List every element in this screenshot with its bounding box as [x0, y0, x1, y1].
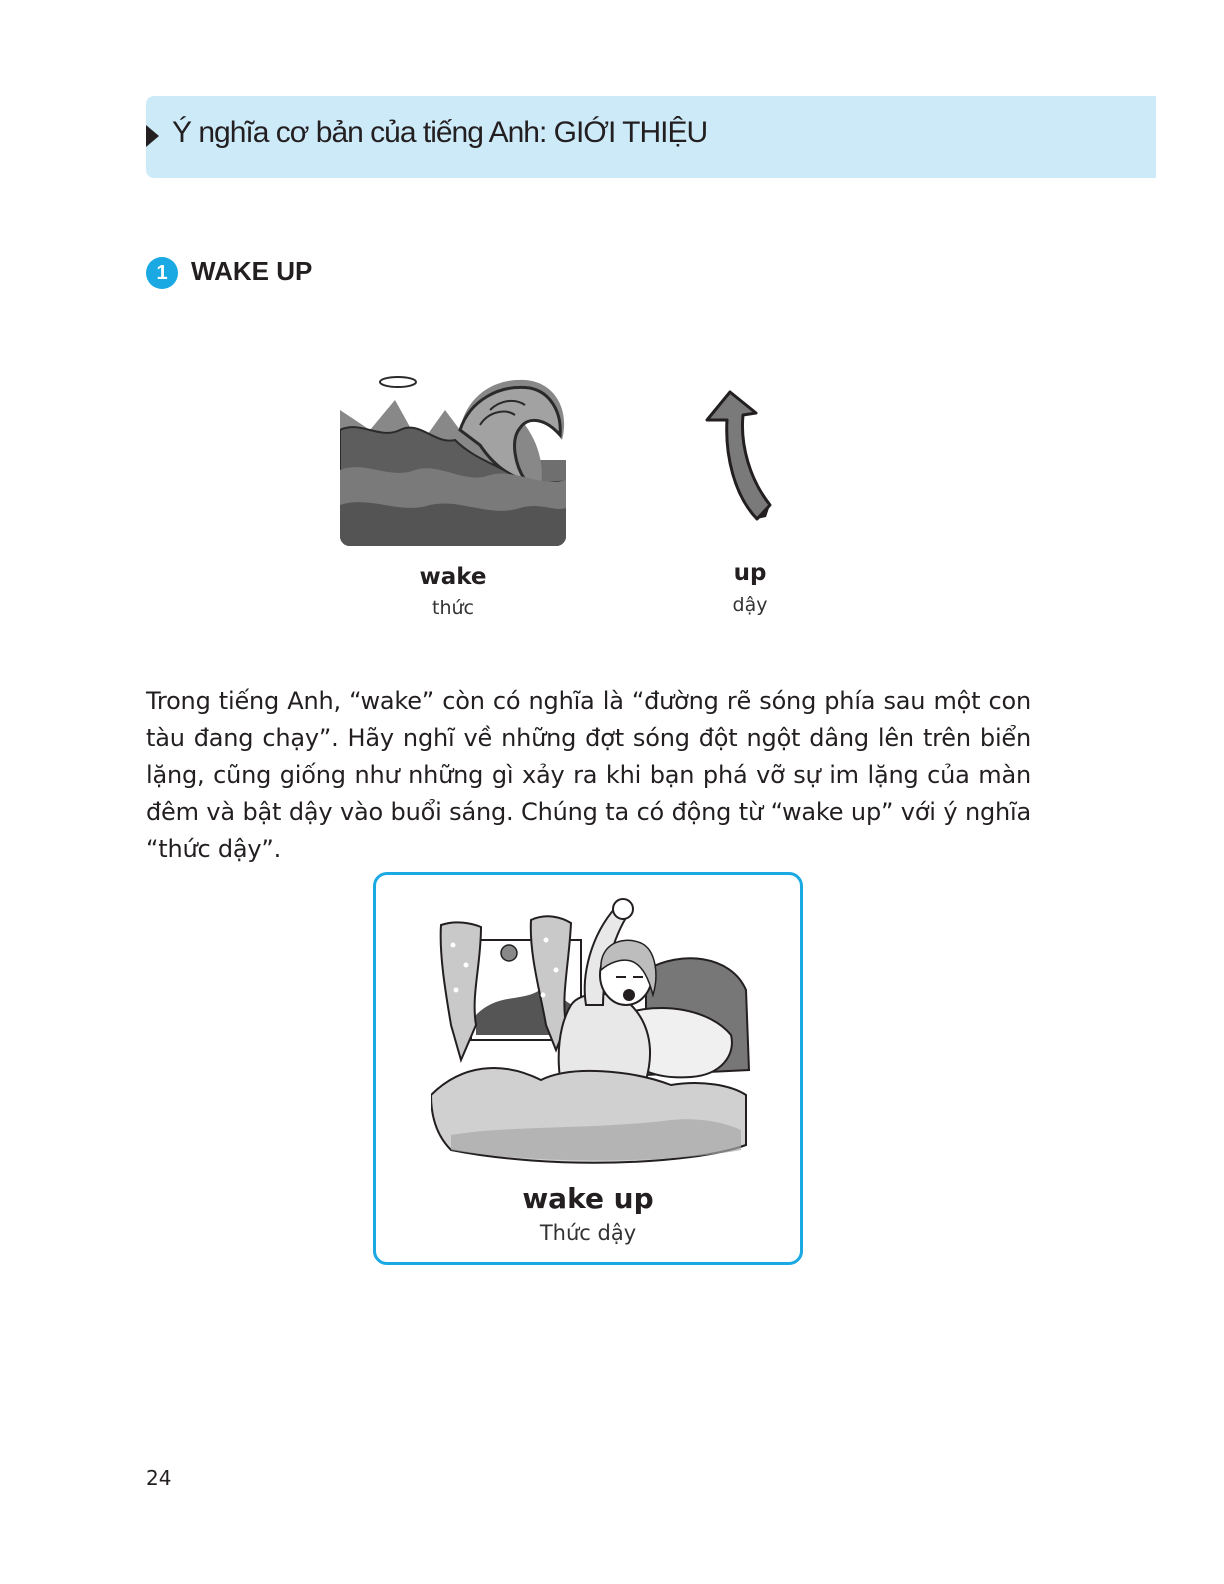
- chapter-title: Ý nghĩa cơ bản của tiếng Anh: GIỚI THIỆU: [172, 116, 708, 149]
- word-wake: wake: [419, 564, 487, 590]
- explanation-paragraph: Trong tiếng Anh, “wake” còn có nghĩa là “đường rẽ sóng phía sau một con tàu đang chạy”. Hãy nghĩ về những đợt sóng đột ngột dâng lên trên biển lặng, cũng giống như những gì xảy ra khi bạn phá vỡ sự im lặng của màn đêm và bật dậy vào buổi sáng. Chúng ta có động từ “wake up” với ý nghĩa “thức dậy”.: [146, 687, 1031, 863]
- card-word: wake up: [522, 1182, 654, 1215]
- section-number-badge: 1: [146, 257, 178, 289]
- meaning-up: dậy: [732, 594, 768, 616]
- up-arrow-icon: [700, 385, 780, 525]
- chapter-banner: [146, 96, 1156, 178]
- wake-up-card: [373, 872, 803, 1265]
- waking-person-illustration: [431, 895, 751, 1175]
- page-number: 24: [146, 1466, 172, 1490]
- word-up: up: [733, 560, 767, 586]
- section-title: WAKE UP: [191, 256, 313, 286]
- wave-illustration: [340, 370, 566, 548]
- triangle-bullet-icon: [146, 125, 159, 147]
- meaning-wake: thức: [432, 597, 474, 619]
- card-meaning: Thức dậy: [539, 1221, 637, 1245]
